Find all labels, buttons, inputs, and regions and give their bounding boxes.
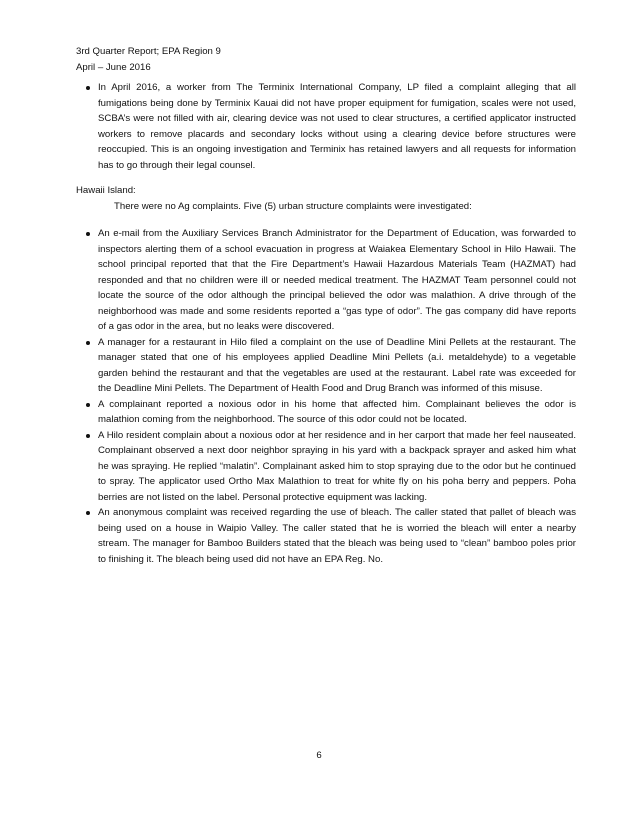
list-item xyxy=(76,80,576,173)
complaint-text: An anonymous complaint was received regarding the use of bleach. The caller stated that pallet of bleach was being used on a house in Waipio Valley. The caller stated that he is worried the bleach will enter a nearby stream. The manager for Bamboo Builders stated that the bleach was being used to “clean” bamboo poles prior to finishing it. The bleach being used did not have an EPA Reg. No. xyxy=(98,507,576,565)
section-intro: There were no Ag complaints. Five (5) urban structure complaints were investigated: xyxy=(114,200,472,212)
list-item xyxy=(76,335,576,397)
list-item xyxy=(76,397,576,428)
bullet-icon xyxy=(86,341,90,345)
report-period: April – June 2016 xyxy=(76,61,151,73)
list-item xyxy=(76,428,576,506)
hawaii-complaint-list xyxy=(76,226,576,567)
kauai-complaint-list xyxy=(76,80,576,173)
report-title: 3rd Quarter Report; EPA Region 9 xyxy=(76,46,221,57)
bullet-icon xyxy=(86,403,90,407)
complaint-text: In April 2016, a worker from The Terminix International Company, LP filed a complaint alleging that all fumigations being done by Terminix Kauai did not have proper equipment for fumigation, scales were not used, SCBA’s were not filled with air, clearing device was not used to clear structures, a certified applicator instructed workers to remove placards and secondary locks without using a clearing device before structures were reoccupied. This is an ongoing investigation and Terminix has retained lawyers and all requests for information has to go through their legal counsel. xyxy=(98,82,576,171)
complaint-text: A Hilo resident complain about a noxious odor at her residence and in her carport that made her feel nauseated. Complainant observed a next door neighbor spraying in his yard with a backpack sprayer and asked him what he was spraying. He replied “malatin”. Complainant asked him to stop spraying due to the odor but he continued to spray. The applicator used Ortho Max Malathion to treat for white fly on his poha berry and peppers. Poha berries are not listed on the label. Personal protective equipment was lacking. xyxy=(98,429,576,503)
bullet-icon xyxy=(86,511,90,515)
bullet-icon xyxy=(86,232,90,236)
bullet-icon xyxy=(86,434,90,438)
complaint-text: A manager for a restaurant in Hilo filed a complaint on the use of Deadline Mini Pellets at the restaurant. The manager stated that one of his employees applied Deadline Mini Pellets (a.i. metaldehyde) to a vegetable garden behind the restaurant and that the vegetables are used at the restaurant. Label rate was exceeded for the Deadline Mini Pellets. The Department of Health Food and Drug Branch was informed of this misuse. xyxy=(98,336,576,394)
page-number: 6 xyxy=(316,750,322,761)
report-body xyxy=(76,80,576,567)
bullet-icon xyxy=(86,86,90,90)
report-header xyxy=(76,44,576,75)
complaint-text: An e-mail from the Auxiliary Services Branch Administrator for the Department of Education, was forwarded to inspectors alerting them of a school evacuation in progress at Waiakea Elementary School in Hilo Hawaii. The school principal reported that that the Fire Department’s Hawaii Hazardous Materials Team (HAZMAT) had responded and that no children were ill or needed medical treatment. The HAZMAT Team personnel could not locate the source of the odor although the principal believed the odor was malathion. A drive through of the neighborhood was made and some residents reported a “gas type of odor”. The gas company did have reports of a gas odor in the area, but no leaks were discovered. xyxy=(98,228,576,332)
list-item xyxy=(76,226,576,335)
list-item xyxy=(76,505,576,567)
complaint-text: A complainant reported a noxious odor in his home that affected him. Complainant believes the odor is malathion coming from the neighborhood. The source of this odor could not be located. xyxy=(98,398,576,425)
section-heading-hawaii: Hawaii Island: xyxy=(76,185,136,196)
